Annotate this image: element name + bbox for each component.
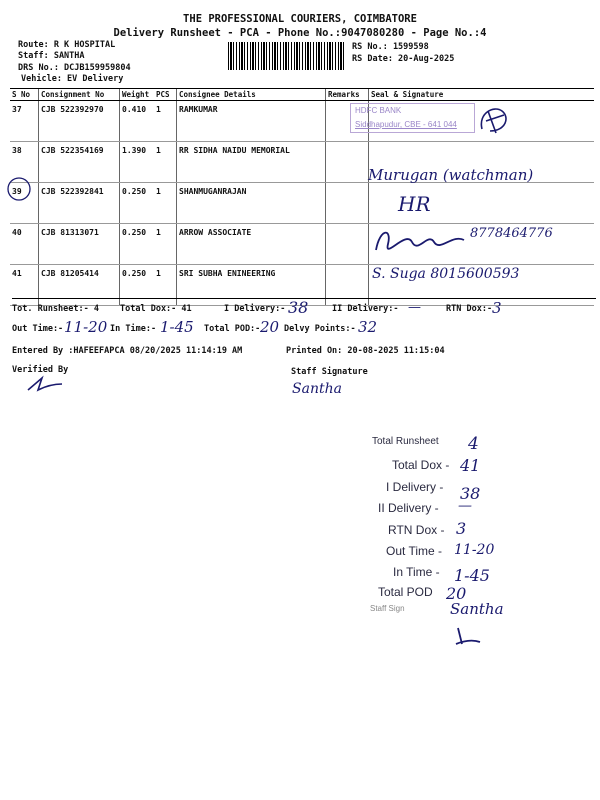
rs-date: RS Date: 20-Aug-2025 [352,54,455,64]
row-pcs: 1 [154,142,177,183]
row-remarks [326,142,369,183]
delvy-points-label: Delvy Points:- [284,324,356,334]
circle-mark-icon [6,176,32,202]
row-consignment: CJB 522392970 [39,101,120,142]
i-delivery-value: 38 [288,298,309,317]
box-label-runsheet: Total Runsheet [372,436,439,447]
row-consignee: SRI SUBHA ENINEERING [177,265,326,306]
box-label-i-delivery: I Delivery - [386,480,444,494]
barcode-icon [228,42,346,70]
box-label-staff-sign: Staff Sign [370,604,405,613]
col-seal-signature: Seal & Signature [369,89,595,101]
row-consignee: SHANMUGANRAJAN [177,183,326,224]
stamp-line-2: Siddhapudur, CBE - 641 044 [355,120,457,129]
in-time-value: 1-45 [160,318,194,336]
row-pcs: 1 [154,101,177,142]
entered-by: Entered By :HAFEEFAPCA 08/20/2025 11:14:19 AM [12,346,243,356]
total-dox: Total Dox:- 41 [120,304,192,314]
row-consignment: CJB 522392841 [39,183,120,224]
ii-delivery-value: — [408,300,421,315]
rtn-dox-label: RTN Dox:- [446,304,493,314]
in-time-label: In Time:- [110,324,157,334]
box-value-i-delivery: 38 [460,484,481,503]
row-pcs: 1 [154,183,177,224]
printed-on: Printed On: 20-08-2025 11:15:04 [286,346,445,356]
row-pcs: 1 [154,224,177,265]
box-label-ii-delivery: II Delivery - [378,501,439,515]
table-row [10,183,594,224]
verified-signature-icon [24,374,64,394]
box-value-dox: 41 [460,456,481,475]
col-sno: S No [10,89,39,101]
stamp-line-1: HDFC BANK [355,106,402,115]
total-pod-label: Total POD:- [204,324,261,334]
box-value-staff-sign: Santha [450,600,504,618]
rs-number: RS No.: 1599598 [352,42,429,52]
row-weight: 0.250 [120,265,155,306]
col-pcs: PCS [154,89,177,101]
row-consignment: CJB 81313071 [39,224,120,265]
row-38-signature: Murugan (watchman) [368,166,534,184]
row-consignment: CJB 522354169 [39,142,120,183]
row-41-signature: S. Suga 8015600593 [372,266,520,282]
box-verify-mark-icon [452,624,482,646]
runsheet-subtitle: Delivery Runsheet - PCA - Phone No.:9047080280 - Page No.:4 [113,27,487,39]
row-weight: 0.410 [120,101,155,142]
company-title: THE PROFESSIONAL COURIERS, COIMBATORE [183,13,417,25]
row-weight: 0.250 [120,224,155,265]
row-sno: 40 [10,224,39,265]
box-label-rtn: RTN Dox - [388,523,445,537]
staff-signature-hand: Santha [292,381,342,397]
col-weight: Weight [120,89,155,101]
box-value-out-time: 11-20 [454,542,495,558]
box-label-in-time: In Time - [393,565,440,579]
col-consignment: Consignment No [39,89,120,101]
row-sno: 37 [10,101,39,142]
bank-stamp [350,103,475,133]
row-40-signature: 8778464776 [470,226,553,241]
drs-number: DRS No.: DCJB159959804 [18,63,131,73]
ii-delivery-label: II Delivery:- [332,304,399,314]
col-remarks: Remarks [326,89,369,101]
box-value-in-time: 1-45 [454,566,490,585]
row-consignee: ARROW ASSOCIATE [177,224,326,265]
box-label-dox: Total Dox - [392,458,450,472]
row-consignee: RR SIDHA NAIDU MEMORIAL [177,142,326,183]
delvy-points-value: 32 [358,318,378,336]
row-remarks [326,183,369,224]
row-pcs: 1 [154,265,177,306]
box-value-ii-delivery: — [458,498,472,514]
verified-by-label: Verified By [12,365,69,375]
row-consignee: RAMKUMAR [177,101,326,142]
row-remarks [326,265,369,306]
row-consignment: CJB 81205414 [39,265,120,306]
row-40-scribble-icon [372,224,468,254]
out-time-value: 11-20 [64,318,108,336]
staff-signature-label: Staff Signature [291,367,368,377]
signature-scribble-icon [476,103,510,137]
row-sno: 38 [10,142,39,183]
box-value-rtn: 3 [456,519,467,538]
box-label-total-pod: Total POD [378,585,433,599]
out-time-label: Out Time:- [12,324,64,334]
row-39-signature: HR [398,192,431,216]
col-consignee: Consignee Details [177,89,326,101]
rtn-dox-value: 3 [492,299,502,317]
vehicle-label: Vehicle: EV Delivery [21,74,124,84]
row-weight: 1.390 [120,142,155,183]
route-label: Route: R K HOSPITAL [18,40,116,50]
row-weight: 0.250 [120,183,155,224]
row-sno: 39 [10,183,39,224]
row-sno: 41 [10,265,39,306]
total-pod-value: 20 [260,318,280,336]
row-remarks [326,224,369,265]
staff-label: Staff: SANTHA [18,51,85,61]
box-value-total-pod: 20 [446,584,467,603]
box-value-runsheet: 4 [468,434,479,454]
tot-runsheet: Tot. Runsheet:- 4 [12,304,99,314]
box-label-out-time: Out Time - [386,544,443,558]
i-delivery-label: I Delivery:- [224,304,286,314]
table-header-row [10,89,594,101]
